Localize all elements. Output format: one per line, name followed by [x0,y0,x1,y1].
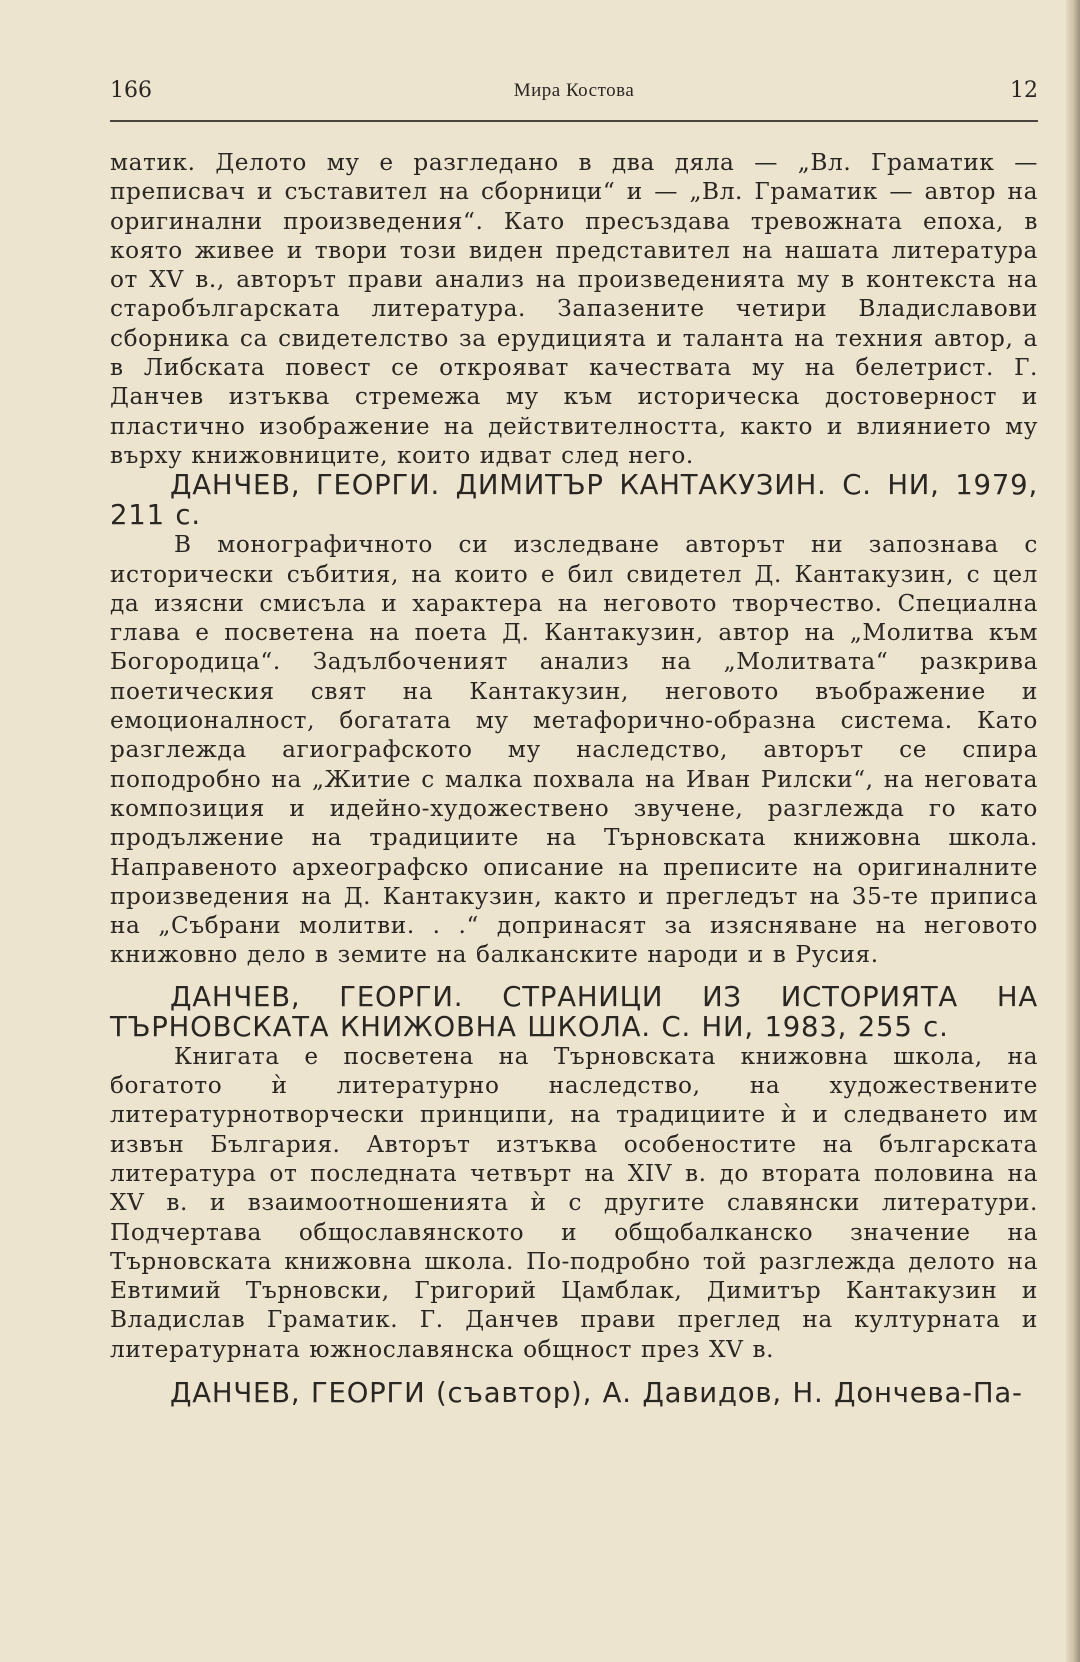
entry-heading: ДАНЧЕВ, ГЕОРГИ (съавтор), А. Давидов, Н. Дончева-Па- [170,1376,1023,1409]
section-number: 12 [1010,78,1038,103]
entry-annotation: В монографичното си изследване авторът ни запознава с исторически събития, на които е бил свидетел Д. Кантакузин, с цел да изясни смисъла и характера на неговото творчество. Специална глава е посветена на поета Д. Кантакузин, автор на „Молитва към Богородица“. Задълбоченият анализ на „Молитвата“ разкрива поетическия свят на Кантакузин, неговото въображение и емоционалност, богатата му метафорично-образна система. Като разглежда агиографското му наследство, авторът се спира поподробно на „Житие с малка похвала на Иван Рилски“, на неговата композиция и идейно-художествено звучене, разглежда го като продължение на традициите на Търновската книжовна школа. Направеното археографско описание на преписите на оригиналните произведения на Д. Кантакузин, както и прегледът на 35-те приписа на „Събрани молитви. . .“ допринасят за изясняване на неговото книжовно дело в земите на балканските народи и в Русия. [110,531,1038,969]
paragraph-continuation: матик. Делото му е разгледано в два дяла — „Вл. Граматик — преписвач и съставител на сборници“ и — „Вл. Граматик — автор на оригинални произведения“. Като пресъздава тревожната епоха, в която живее и твори този виден представител на нашата литература от XV в., авторът прави анализ на произведенията му в контекста на старобългарската литература. Запазените четири Владиславови сборника са свидетелство за ерудицията и таланта на техния автор, а в Либската повест се открояват качествата му на белетрист. Г. Данчев изтъква стремежа му към историческа достоверност и пластично изображение на действителността, както и влиянието му върху книжовниците, които идват след него. [110,149,1038,469]
page-body [110,148,1038,1408]
running-title: Мира Костова [513,80,635,101]
running-header [110,78,1038,112]
page-edge [1066,0,1080,1662]
entry-heading: ДАНЧЕВ, ГЕОРГИ. ДИМИТЪР КАНТАКУЗИН. С. НИ, 1979, 211 с. [110,469,1038,532]
page-number: 166 [110,78,152,103]
header-rule [110,120,1038,122]
entry-heading: ДАНЧЕВ, ГЕОРГИ. СТРАНИЦИ ИЗ ИСТОРИЯТА НА ТЪРНОВСКАТА КНИЖОВНА ШКОЛА. С. НИ, 1983, 255 с. [110,980,1038,1043]
entry-annotation: Книгата е посветена на Търновската книжовна школа, на богатото ѝ литературно наследство, на художествените литературнотворчески принципи, на традициите ѝ и следването им извън България. Авторът изтъква особеностите на българската литература от последната четвърт на XIV в. до втората половина на XV в. и взаимоотношенията ѝ с другите славянски литератури. Подчертава общославянското и общобалканско значение на Търновската книжовна школа. По-подробно той разглежда делото на Евтимий Търновски, Григорий Цамблак, Димитър Кантакузин и Владислав Граматик. Г. Данчев прави преглед на културната и литературната южнославянска общност през XV в. [110,1042,1038,1363]
